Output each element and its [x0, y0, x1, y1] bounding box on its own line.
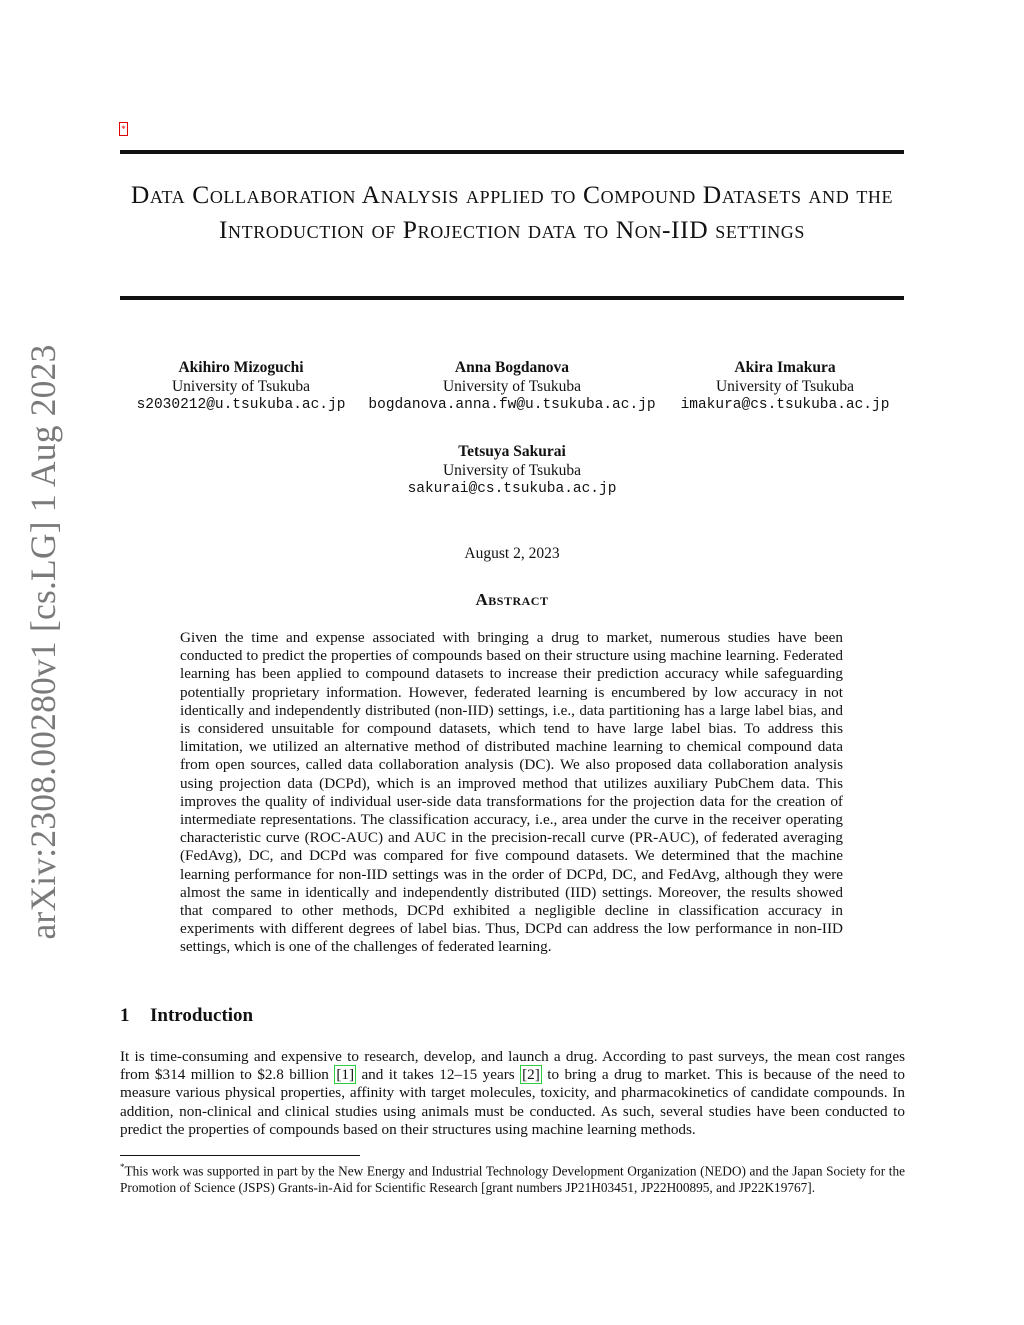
paper-title: Data Collaboration Analysis applied to Compound Datasets and the Introduction of Projection data to Non-IID settings [130, 180, 894, 244]
author-name: Tetsuya Sakurai [458, 443, 566, 460]
title-top-rule [120, 150, 904, 154]
intro-text: to bring a drug to market. This is because of the need to measure various physical properties, affinity with target molecules, toxicity, and pharmacokinetics of candidate compounds. In addition, non-clinical and clinical studies using animals must be conducted. As such, several studies have been conducted to predict the properties of compounds based on their structures using machine learning methods. [120, 1066, 906, 1138]
author-name: Akihiro Mizoguchi [178, 359, 304, 376]
title-bottom-rule [120, 296, 904, 300]
author-affiliation: University of Tsukuba [442, 378, 582, 395]
section-heading [120, 1005, 253, 1027]
author-email[interactable]: sakurai@cs.tsukuba.ac.jp [407, 481, 617, 497]
abstract-text: Given the time and expense associated with bringing a drug to market, numerous studies have been conducted to predict the properties of compounds based on their structure using machine learning. Federated learning has been applied to compound datasets to increase their prediction accuracy while safeguarding potentially proprietary information. However, federated learning is encumbered by low accuracy in not identically and independently distributed (non-IID) settings, i.e., data partitioning has a large label bias, and is considered unsuitable for compound datasets, which tend to have large label bias. To address this limitation, we utilized an alternative method of distributed machine learning to chemical compound data from open sources, called data collaboration analysis (DC). We also proposed data collaboration analysis using projection data (DCPd), which is an improved method that utilizes auxiliary PubChem data. This improves the quality of individual user-side data transformations for the projection data for the creation of intermediate representations. The classification accuracy, i.e., area under the curve in the receiver operating characteristic curve (ROC-AUC) and AUC in the precision-recall curve (PR-AUC), of federated averaging (FedAvg), DC, and DCPd was compared for five compound datasets. We determined that the machine learning performance for non-IID settings was in the order of DCPd, DC, and FedAvg, although they were almost the same in identically and independently distributed (IID) settings. Moreover, the results showed that compared to other methods, DCPd exhibited a negligible decline in classification accuracy in experiments with different degrees of label bias. Thus, DCPd can address the low performance in non-IID settings, which is one of the challenges of federated learning. [180, 629, 843, 956]
author-email[interactable]: imakura@cs.tsukuba.ac.jp [680, 397, 890, 413]
footnote [120, 1159, 905, 1196]
author-block [352, 358, 672, 415]
footnote-divider [120, 1155, 360, 1156]
footnote-link-marker[interactable]: * [119, 122, 128, 136]
abstract-heading: Abstract [475, 590, 549, 609]
author-affiliation: University of Tsukuba [171, 378, 311, 395]
citation-link[interactable]: [1] [336, 1066, 355, 1084]
author-affiliation: University of Tsukuba [442, 462, 582, 479]
introduction-paragraph [120, 1048, 905, 1139]
footnote-text: This work was supported in part by the New Energy and Industrial Technology Development Organization (NEDO) and the Japan Society for the Promotion of Science (JSPS) Grants-in-Aid for Scientific Research [grant numbers JP21H03451, JP22H00895, and JP22K19767]. [120, 1163, 905, 1196]
author-block [352, 442, 672, 499]
author-block [625, 358, 945, 415]
publication-date: August 2, 2023 [464, 545, 560, 562]
section-title: Introduction [150, 1005, 254, 1026]
author-email[interactable]: s2030212@u.tsukuba.ac.jp [136, 397, 346, 413]
author-affiliation: University of Tsukuba [715, 378, 855, 395]
author-name: Anna Bogdanova [454, 359, 570, 376]
intro-text: and it takes 12–15 years [356, 1066, 521, 1084]
section-number: 1 [120, 1005, 130, 1026]
intro-text: It is time-consuming and expensive to research, develop, and launch a drug. According to past surveys, the mean cost ranges from $314 million to $2.8 billion [120, 1048, 905, 1084]
citation-link[interactable]: [2] [522, 1066, 540, 1084]
author-name: Akira Imakura [734, 359, 836, 376]
author-email[interactable]: bogdanova.anna.fw@u.tsukuba.ac.jp [368, 397, 656, 413]
footnote-mark: * [120, 1162, 125, 1172]
arxiv-identifier[interactable]: arXiv:2308.00280v1 [cs.LG] 1 Aug 2023 [23, 344, 63, 940]
